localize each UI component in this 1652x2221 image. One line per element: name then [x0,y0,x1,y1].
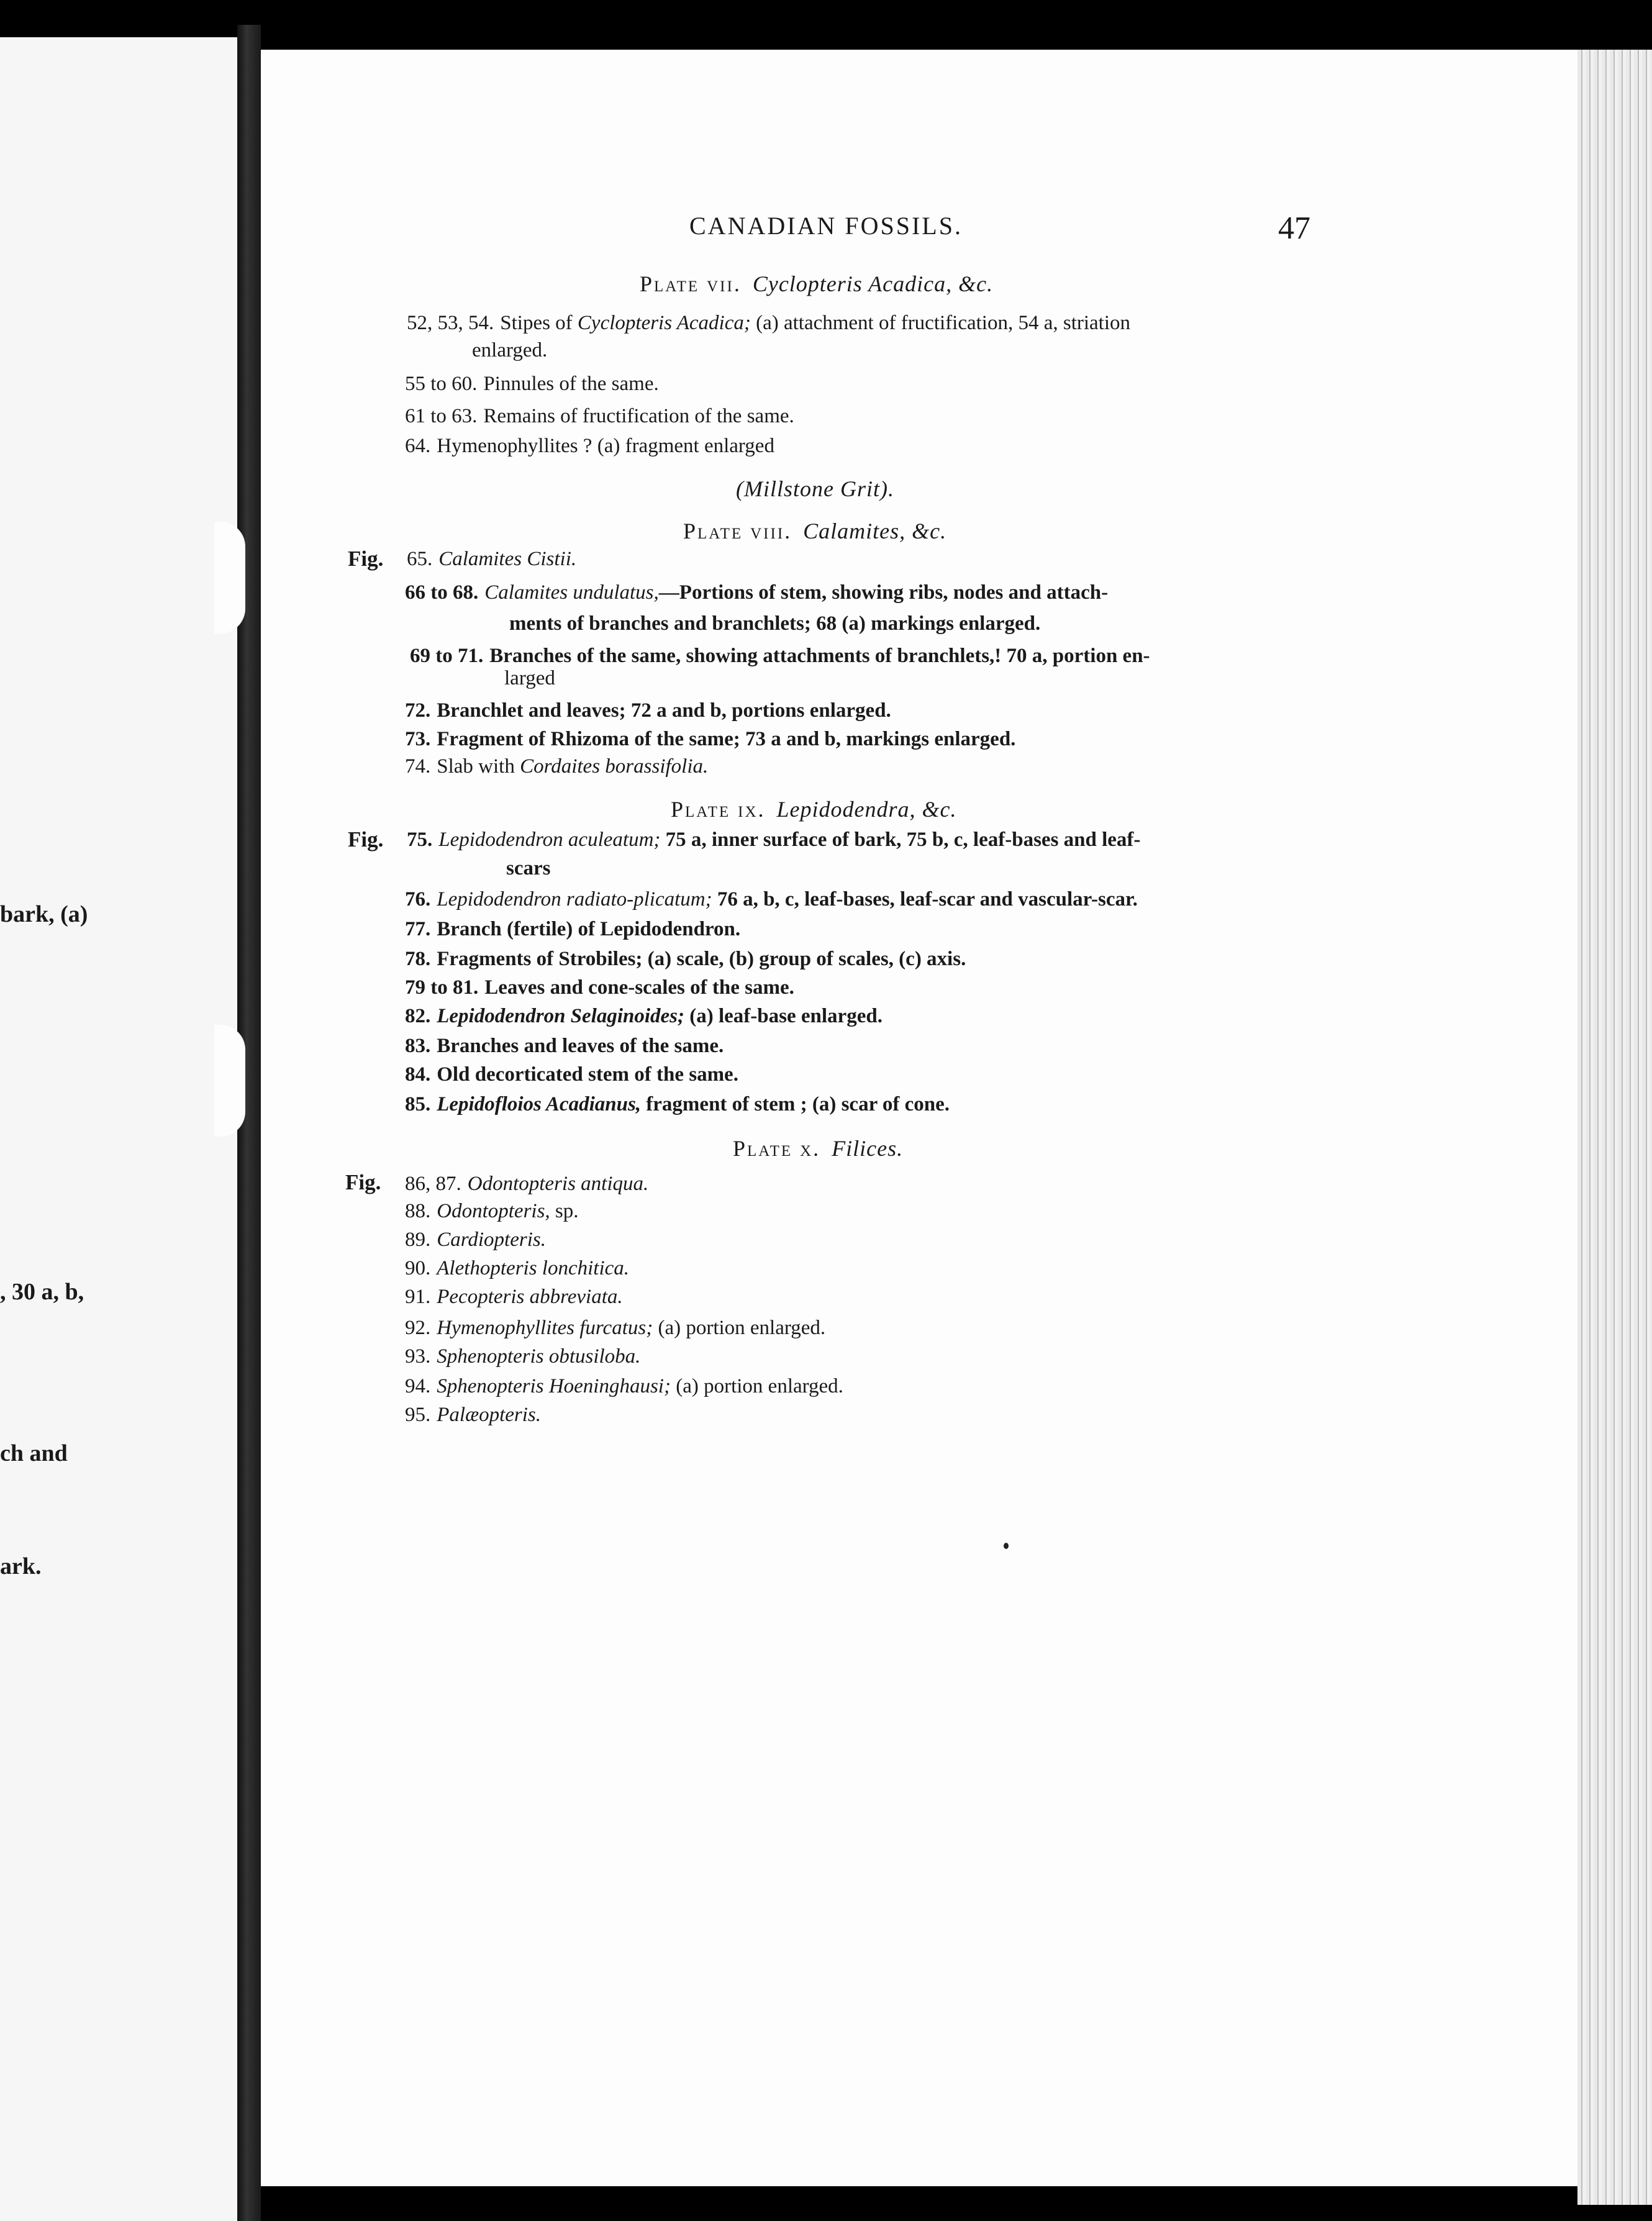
page-number: 47 [1278,211,1310,246]
item-number: 73. [405,728,431,750]
plate-label: Plate viii. [683,519,792,543]
item-text: Hymenophyllites ? (a) fragment enlarged [437,435,774,457]
item-text: Fragment of Rhizoma of the same; 73 a and b, markings enlarged. [437,728,1016,750]
item-text: (a) leaf-base enlarged. [684,1005,883,1027]
list-item [405,432,774,460]
item-text: Branch (fertile) of Lepidodendron. [437,918,741,940]
plate-x-heading [733,1135,903,1161]
item-number: 72. [405,699,431,722]
list-item [405,1314,825,1342]
item-number: 64. [405,435,431,457]
list-item [405,886,1138,913]
item-number: 85. [405,1093,431,1115]
list-item [405,945,966,973]
item-text: —Portions of stem, showing ribs, nodes and attach- [658,581,1109,604]
item-species: Cordaites borassifolia. [520,755,709,778]
item-species: Lepidofloios Acadianus, [437,1093,642,1115]
item-number: 84. [405,1063,431,1086]
item-text: Branches of the same, showing attachments of branchlets,! 70 a, portion en- [489,645,1150,667]
list-item [405,1002,883,1030]
binding-notch [214,1025,245,1137]
item-text: Slab with [437,755,520,778]
plate-title: Cyclopteris Acadica, &c. [752,271,994,296]
plate-viii-heading [683,518,946,544]
list-item [405,915,740,943]
list-item [405,1226,546,1253]
item-number: 83. [405,1035,431,1057]
item-number: 90. [405,1257,431,1279]
item-text: (a) attachment of fructification, 54 a, striation [750,312,1131,334]
plate-title: Calamites, &c. [803,519,947,543]
item-species: Lepidodendron aculeatum; [438,829,661,851]
item-number: 93. [405,1345,431,1368]
page-edges [1577,50,1652,2205]
left-margin-fragment: ark. [0,1553,42,1579]
item-species: Hymenophyllites furcatus; [437,1317,653,1339]
item-species: Cardiopteris. [437,1229,546,1251]
item-text: Leaves and cone-scales of the same. [484,976,794,999]
item-number: 86, 87. [405,1173,461,1195]
list-item [405,753,708,780]
item-text: sp. [550,1200,579,1222]
item-number: 75. [407,829,433,851]
item-number: 92. [405,1317,431,1339]
list-item [407,309,1130,337]
item-text: 76 a, b, c, leaf-bases, leaf-scar and vascular-scar. [712,888,1138,911]
item-text: fragment of stem ; (a) scar of cone. [641,1093,950,1115]
list-item [405,1255,629,1282]
list-item [405,1170,648,1197]
list-item [405,1061,738,1088]
item-number: 61 to 63. [405,405,478,427]
fig-label: Fig. [345,1170,381,1194]
item-number: 91. [405,1286,431,1308]
item-number: 66 to 68. [405,581,479,604]
list-item [407,545,576,573]
item-continuation: larged [504,667,555,689]
formation-label [736,476,894,502]
item-species: Sphenopteris Hoeninghausi; [437,1375,671,1397]
item-number: 88. [405,1200,431,1222]
item-number: 82. [405,1005,431,1027]
item-text: Branchlet and leaves; 72 a and b, portions enlarged. [437,699,891,722]
item-text: (a) portion enlarged. [670,1375,843,1397]
item-number: 65. [407,548,433,570]
item-number: 77. [405,918,431,940]
ink-speck [1004,1543,1009,1549]
item-species: Calamites undulatus, [484,581,659,604]
list-item [405,1343,640,1370]
list-item [405,1401,541,1428]
item-number: 55 to 60. [405,373,478,395]
plate-title: Filices. [832,1136,904,1161]
item-number: 74. [405,755,431,778]
item-number: 89. [405,1229,431,1251]
item-text: Stipes of [500,312,578,334]
running-title: CANADIAN FOSSILS. [689,212,963,240]
item-number: 52, 53, 54. [407,312,494,334]
item-text: (a) portion enlarged. [653,1317,826,1339]
item-number: 94. [405,1375,431,1397]
list-item [405,402,794,430]
list-item [407,826,1140,853]
item-species: Palæopteris. [437,1404,542,1426]
item-text: Fragments of Strobiles; (a) scale, (b) group of scales, (c) axis. [437,948,966,970]
item-text: Pinnules of the same. [483,373,659,395]
item-number: 69 to 71. [410,645,484,667]
item-number: 79 to 81. [405,976,479,999]
plate-label: Plate x. [733,1136,821,1161]
item-text: Old decorticated stem of the same. [437,1063,738,1086]
item-continuation: scars [506,857,551,879]
list-item [405,974,794,1001]
list-item [405,579,1108,606]
list-item [405,1373,843,1400]
plate-vii-heading [640,271,993,297]
item-number: 95. [405,1404,431,1426]
plate-label: Plate vii. [640,271,742,296]
item-species: Calamites Cistii. [438,548,577,570]
fig-label: Fig. [348,547,384,571]
item-species: Odontopteris antiqua. [467,1173,649,1195]
list-item [405,697,891,724]
list-item [405,1032,724,1060]
item-number: 76. [405,888,431,911]
formation-text: (Millstone Grit). [736,476,894,501]
item-species: Sphenopteris obtusiloba. [437,1345,641,1368]
item-continuation: ments of branches and branchlets; 68 (a) markings enlarged. [509,612,1041,635]
left-margin-fragment: , 30 a, b, [0,1279,84,1305]
item-species: Lepidodendron Selaginoides; [437,1005,685,1027]
item-text: 75 a, inner surface of bark, 75 b, c, leaf-bases and leaf- [660,829,1141,851]
item-species: Cyclopteris Acadica; [577,312,751,334]
left-margin-fragment: bark, (a) [0,901,88,927]
list-item [405,1091,950,1118]
binding-notch [214,522,245,634]
plate-label: Plate ix. [671,797,766,822]
list-item [405,725,1015,753]
plate-title: Lepidodendra, &c. [776,797,957,822]
item-species: Pecopteris abbreviata. [437,1286,623,1308]
list-item [405,370,659,397]
item-species: Odontopteris, [437,1200,550,1222]
plate-ix-heading [671,796,956,822]
item-number: 78. [405,948,431,970]
left-page [0,37,237,2221]
item-text: Branches and leaves of the same. [437,1035,724,1057]
item-species: Lepidodendron radiato-plicatum; [437,888,712,911]
item-continuation: enlarged. [472,339,548,361]
item-text: Remains of fructification of the same. [483,405,794,427]
list-item [405,1197,579,1225]
list-item [410,642,1150,670]
fig-label: Fig. [348,827,384,852]
item-species: Alethopteris lonchitica. [437,1257,630,1279]
list-item [405,1283,623,1310]
left-margin-fragment: ch and [0,1440,68,1466]
